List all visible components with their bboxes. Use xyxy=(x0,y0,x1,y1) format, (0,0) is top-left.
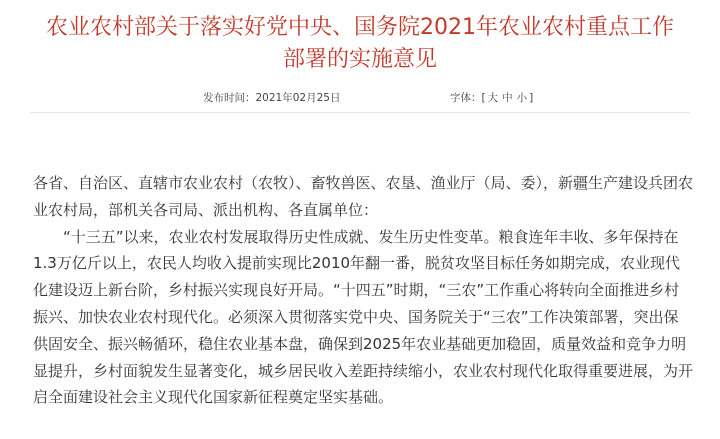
publish-info xyxy=(203,90,340,105)
meta-divider xyxy=(30,112,690,113)
font-size-medium-link[interactable]: 中 xyxy=(502,92,513,104)
publish-date: 2021年02月25日 xyxy=(255,92,341,104)
article-salutation: 各省、自治区、直辖市农业农村（农牧）、畜牧兽医、农垦、渔业厅（局、委），新疆生产建设兵团农业农村局，部机关各司局、派出机构、各直属单位： xyxy=(33,174,694,219)
article-paragraph: “十三五”以来，农业农村发展取得历史性成就、发生历史性变革。粮食连年丰收、多年保持在1.3万亿斤以上，农民人均收入提前实现比2010年翻一番，脱贫攻坚目标任务如期完成，农业现代化建设迈上新台阶，乡村振兴实现良好开局。“十四五”时期，“三农”工作重心将转向全面推进乡村振兴、加快农业农村现代化。必须深入贯彻落实党中央、国务院关于“三农”工作决策部署，突出保供固安全、振兴畅循环，稳住农业基本盘，确保到2025年农业基础更加稳固，质量效益和竞争力明显提升，乡村面貌发生显著变化，城乡居民收入差距持续缩小，农业农村现代化取得重要进展，为开启全面建设社会主义现代化国家新征程奠定坚实基础。 xyxy=(33,227,694,407)
font-size-label: 字体： xyxy=(450,92,482,104)
font-size-switcher xyxy=(450,90,533,105)
article-title xyxy=(0,12,720,76)
font-size-small-link[interactable]: 小 xyxy=(516,92,528,104)
font-size-large-link[interactable]: 大 xyxy=(487,92,499,104)
article-title-line1: 农业农村部关于落实好党中央、国务院2021年农业农村重点工作 xyxy=(46,15,674,40)
article-body xyxy=(33,170,693,411)
article-meta xyxy=(0,90,720,106)
article-title-line2: 部署的实施意见 xyxy=(282,47,437,72)
font-size-bracket-close: ] xyxy=(529,92,534,104)
font-size-bracket-open: [ xyxy=(481,92,486,104)
publish-label: 发布时间： xyxy=(203,92,256,104)
